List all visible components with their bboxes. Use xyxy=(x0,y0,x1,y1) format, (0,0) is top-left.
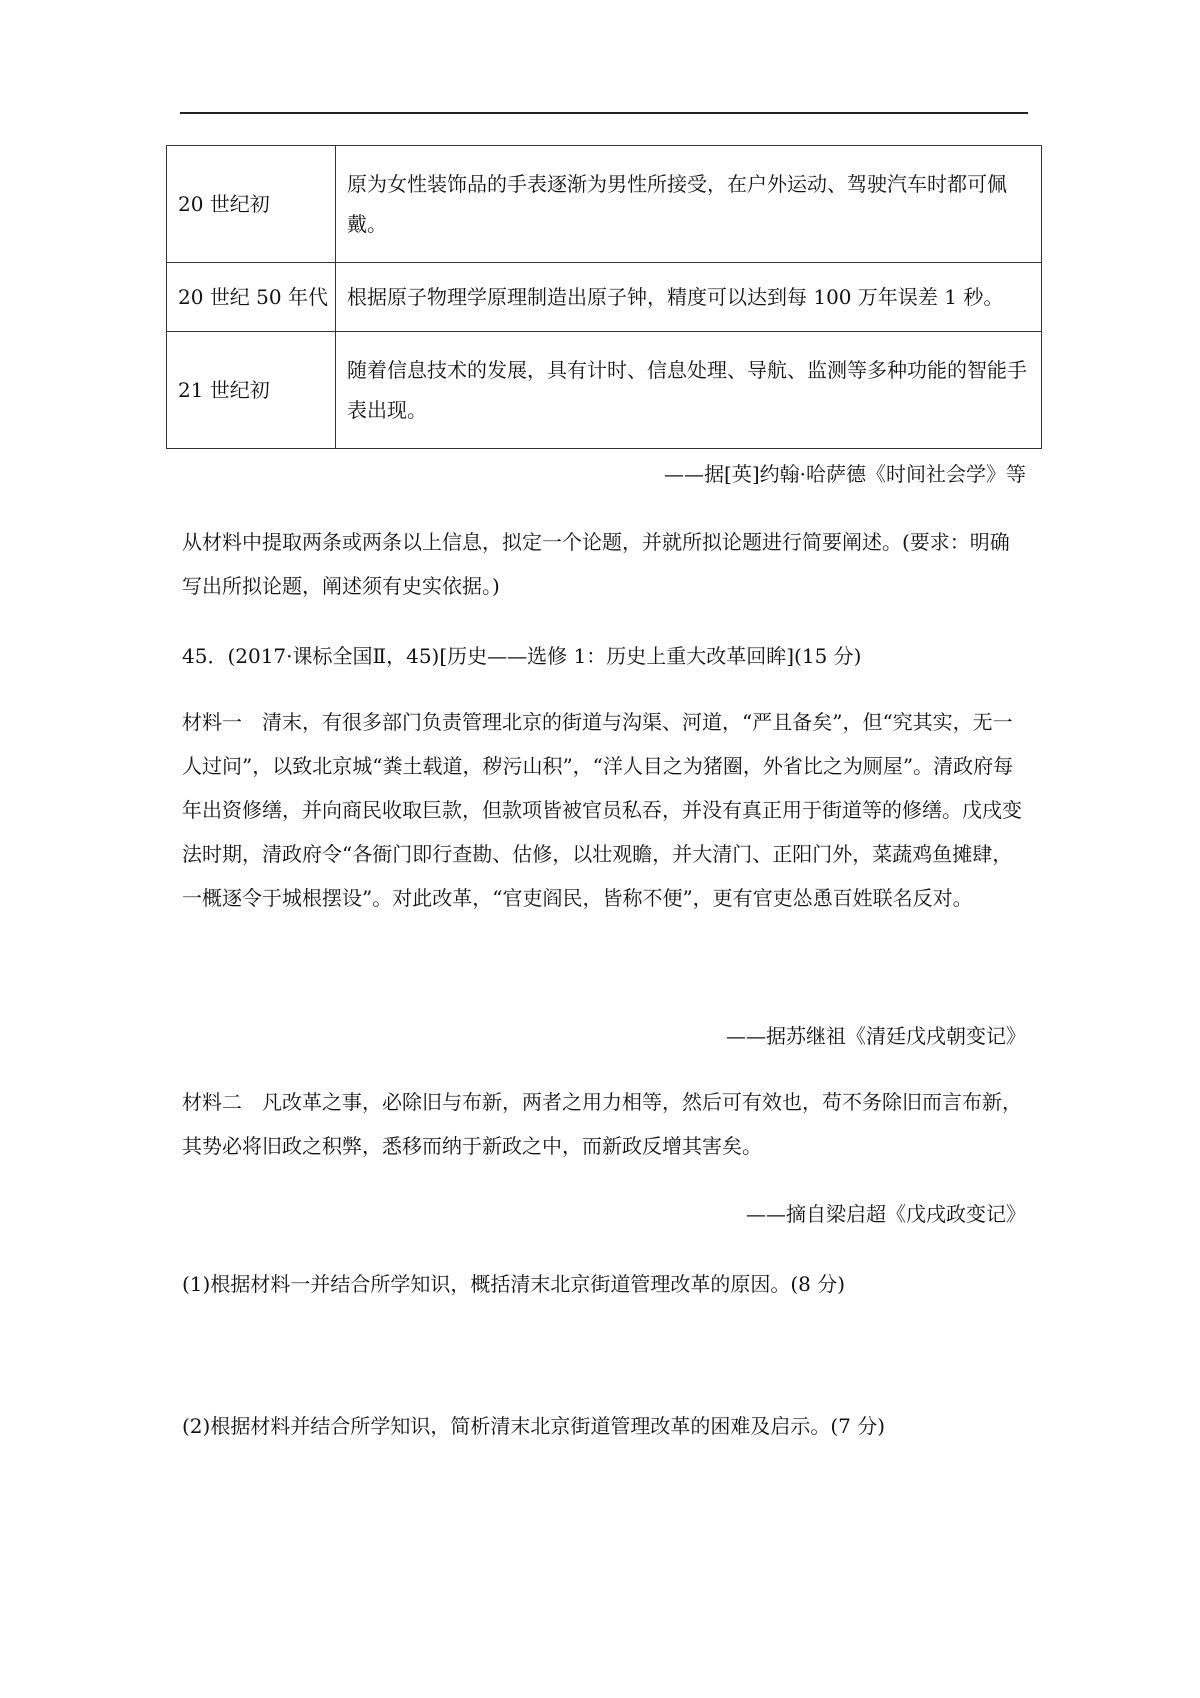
period-cell: 21 世纪初 xyxy=(167,332,336,449)
description-cell: 原为女性装饰品的手表逐渐为男性所接受，在户外运动、驾驶汽车时都可佩戴。 xyxy=(336,146,1042,263)
description-cell: 根据原子物理学原理制造出原子钟，精度可以达到每 100 万年误差 1 秒。 xyxy=(336,263,1042,332)
material-one-label: 材料一 xyxy=(182,710,242,734)
period-cell: 20 世纪 50 年代 xyxy=(167,263,336,332)
material-two-label: 材料二 xyxy=(182,1090,242,1114)
description-cell: 随着信息技术的发展，具有计时、信息处理、导航、监测等多种功能的智能手表出现。 xyxy=(336,332,1042,449)
question-44-prompt: 从材料中提取两条或两条以上信息，拟定一个论题，并就所拟论题进行简要阐述。(要求：明确写出所拟论题，阐述须有史实依据。) xyxy=(182,530,1010,598)
table-row xyxy=(167,332,1042,449)
sub-question-1: (1)根据材料一并结合所学知识，概括清末北京街道管理改革的原因。(8 分) xyxy=(182,1272,846,1296)
material-one-source: ——据苏继祖《清廷戊戌朝变记》 xyxy=(726,1024,1026,1048)
header-rule xyxy=(180,112,1028,114)
material-one-text: 清末，有很多部门负责管理北京的街道与沟渠、河道，“严且备矣”，但“究其实，无一人过问”，以致北京城“粪土载道，秽污山积”，“洋人目之为猪圈，外省比之为厕屋”。清政府每年出资修缮，并向商民收取巨款，但款项皆被官员私吞，并没有真正用于街道等的修缮。戊戌变法时期，清政府令“各衙门即行查勘、估修，以壮观瞻，并大清门、正阳门外，菜蔬鸡鱼摊肆，一概逐令于城根摆设”。对此改革，“官吏阎民，皆称不便”，更有官吏怂恿百姓联名反对。 xyxy=(182,710,1022,910)
material-one xyxy=(182,700,1028,920)
timeline-table xyxy=(166,145,1042,449)
period-cell: 20 世纪初 xyxy=(167,146,336,263)
sub-question-2: (2)根据材料并结合所学知识，简析清末北京街道管理改革的困难及启示。(7 分) xyxy=(182,1414,886,1438)
material-two xyxy=(182,1080,1028,1168)
material-two-source: ——摘自梁启超《戊戌政变记》 xyxy=(746,1202,1026,1226)
material-two-text: 凡改革之事，必除旧与布新，两者之用力相等，然后可有效也，苟不务除旧而言布新，其势必将旧政之积弊，悉移而纳于新政之中，而新政反增其害矣。 xyxy=(182,1090,1022,1158)
table-row xyxy=(167,263,1042,332)
question-45-header: 45．(2017·课标全国Ⅱ，45)[历史——选修 1：历史上重大改革回眸](15 分) xyxy=(182,644,862,668)
table-source: ——据[英]约翰·哈萨德《时间社会学》等 xyxy=(664,462,1026,486)
table-row xyxy=(167,146,1042,263)
